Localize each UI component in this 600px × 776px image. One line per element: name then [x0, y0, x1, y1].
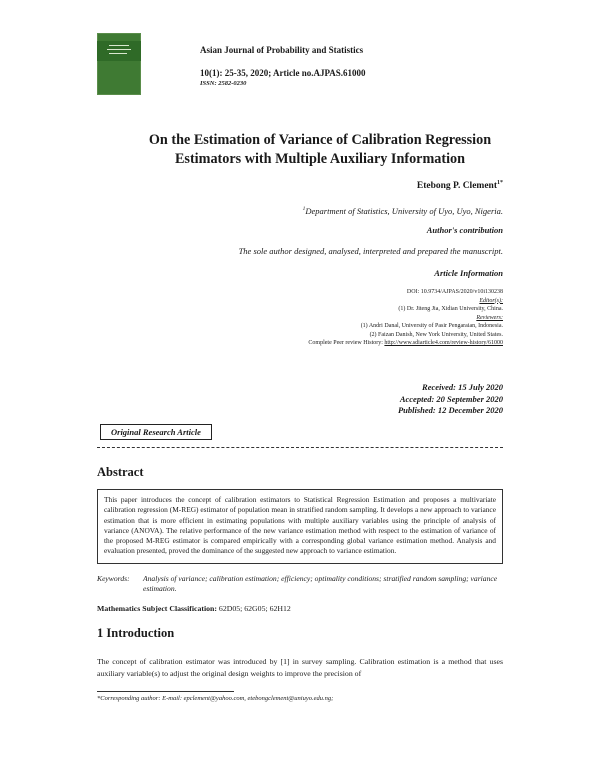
author-name — [417, 180, 503, 191]
received-date: Received: 15 July 2020 — [422, 382, 503, 392]
abstract-text: This paper introduces the concept of calibration estimators to Statistical Regression Estimation and proposes a multivariate calibration regression (M-REG) estimator of population mean in stratified random sampling. It develops a new approach to variance estimation that is more efficient in estimating populations with multiple auxiliary variables using the principle of analysis of variance (ANOVA). The relative performance of the new variance estimation method with respect to the estimation of variance of the proposed M-REG estimator is compared empirically with a corresponding global variance estimation method. Analysis and evaluation presented, proved the dominance of the suggested new approach to variance estimation. — [97, 489, 503, 564]
reviewers-label: Reviewers: — [476, 314, 503, 321]
paper-title — [60, 131, 580, 169]
corresponding-author-footnote: *Corresponding author: E-mail: epclement@yahoo.com, etebongclement@uniuyo.edu.ng; — [97, 695, 334, 702]
section-divider — [97, 447, 503, 448]
journal-name: Asian Journal of Probability and Statistics — [200, 45, 364, 55]
introduction-heading: 1 Introduction — [97, 626, 175, 640]
journal-issn: ISSN: 2582-0230 — [200, 80, 247, 87]
editors-label: Editor(s): — [479, 297, 503, 304]
journal-cover-image — [97, 33, 141, 95]
journal-volume-info: 10(1): 25-35, 2020; Article no.AJPAS.61000 — [200, 68, 366, 78]
accepted-date: Accepted: 20 September 2020 — [399, 393, 503, 404]
author-affiliation — [303, 206, 503, 216]
contribution-heading: Author's contribution — [426, 225, 503, 235]
article-info-block — [308, 288, 503, 348]
doi[interactable]: DOI: 10.9734/AJPAS/2020/v10i130238 — [406, 289, 503, 295]
editor-1: (1) Dr. Jiteng Jia, Xidian University, China. — [398, 306, 503, 312]
paper-title-line-2: Estimators with Multiple Auxiliary Information — [174, 151, 466, 167]
reviewer-2: (2) Faizan Danish, New York University, United States. — [369, 331, 503, 338]
msc-label: Mathematics Subject Classification: — [97, 604, 217, 613]
article-dates — [398, 382, 503, 417]
review-history-label: Complete Peer review History: — [308, 340, 385, 346]
abstract-heading: Abstract — [97, 465, 144, 479]
msc-codes: 62D05; 62G05; 62H12 — [216, 604, 291, 613]
review-history — [308, 339, 503, 348]
affiliation-text: Department of Statistics, University of Uyo, Uyo, Nigeria. — [305, 206, 503, 216]
reviewer-1: (1) Andri Danal, University of Pasir Pengaraian, Indonesia. — [360, 323, 503, 329]
contribution-text: The sole author designed, analysed, interpreted and prepared the manuscript. — [238, 246, 503, 256]
author-superscript: 1* — [497, 180, 503, 186]
affiliation-superscript: 1 — [302, 206, 306, 213]
msc-classification — [97, 604, 291, 613]
review-history-link[interactable]: http://www.sdiarticle4.com/review-history/61000 — [384, 340, 503, 346]
article-info-heading: Article Information — [434, 268, 503, 278]
author-name-text: Etebong P. Clement — [416, 181, 497, 192]
keywords — [97, 574, 503, 594]
keywords-label: Keywords: — [97, 574, 130, 583]
keywords-text: Analysis of variance; calibration estimation; efficiency; optimality conditions; stratified random sampling; variance estimation. — [143, 574, 498, 593]
paper-title-line-1: On the Estimation of Variance of Calibration Regression — [148, 132, 492, 148]
published-date: Published: 12 December 2020 — [397, 405, 503, 415]
article-type-badge: Original Research Article — [100, 424, 212, 440]
footnote-rule — [97, 691, 234, 692]
introduction-text: The concept of calibration estimator was introduced by [1] in survey sampling. Calibration estimation is a method that uses auxiliary variable(s) to adjust the original design weights to improve the precision of — [97, 657, 503, 678]
